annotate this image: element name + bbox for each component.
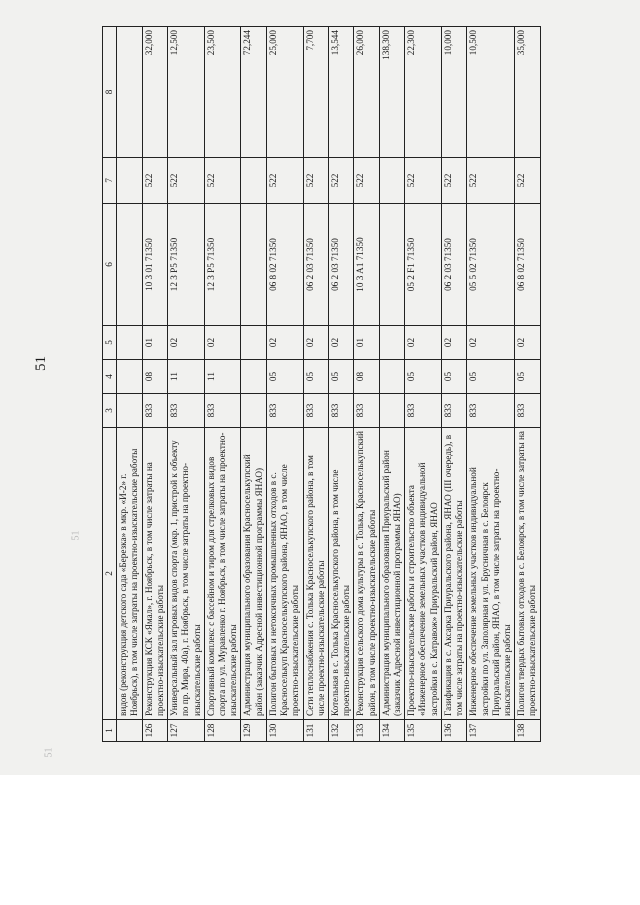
row-number: [117, 720, 142, 742]
row-cell-c4: 11: [168, 360, 205, 394]
row-cell-c7: 522: [168, 158, 205, 204]
row-description: Инженерное обеспечение земельных участков индивидуальной застройки по ул. Заполярная и ул. Брусничная в с. Белоярск Приуральский район, ЯНАО, в том числе затраты на проектно-изыскательские работы: [467, 428, 515, 720]
row-cell-c7: 522: [467, 158, 515, 204]
column-header: 3: [103, 394, 117, 428]
row-cell-c6: 06 2 03 71350: [303, 204, 328, 326]
row-cell-c7: 522: [354, 158, 379, 204]
row-cell-c6: 06 8 02 71350: [515, 204, 540, 326]
row-cell-c8: [117, 27, 142, 158]
table-row: [441, 27, 466, 742]
row-number: 136: [441, 720, 466, 742]
row-cell-c6: 06 2 03 71350: [441, 204, 466, 326]
row-cell-c3: 833: [303, 394, 328, 428]
row-cell-c4: 05: [515, 360, 540, 394]
row-cell-c6: [379, 204, 404, 326]
column-header: 5: [103, 326, 117, 360]
table-row: [379, 27, 404, 742]
row-cell-c7: 522: [515, 158, 540, 204]
row-cell-c6: 05 5 02 71350: [467, 204, 515, 326]
row-cell-c6: 12 3 P5 71350: [168, 204, 205, 326]
row-cell-c7: 522: [142, 158, 167, 204]
row-number: 129: [241, 720, 266, 742]
row-cell-c8: 10,500: [467, 27, 515, 158]
table-row: [168, 27, 205, 742]
row-number: 135: [405, 720, 442, 742]
row-cell-c4: 05: [266, 360, 303, 394]
row-cell-c3: [117, 394, 142, 428]
row-cell-c4: 05: [441, 360, 466, 394]
row-description: Спортивный комплекс с бассейном и тиром для стрелковых видов спорта по ул. Муравленко г. Ноябрьск, в том числе затраты на проектно-изыскательские работы: [204, 428, 241, 720]
row-number: 138: [515, 720, 540, 742]
row-cell-c7: [241, 158, 266, 204]
row-cell-c3: 833: [266, 394, 303, 428]
column-header: 2: [103, 428, 117, 720]
budget-table: [102, 26, 541, 742]
row-cell-c3: 833: [354, 394, 379, 428]
row-description: Администрация муниципального образования Красноселькупский район (заказчик Адресной инвестиционной программы ЯНАО): [241, 428, 266, 720]
row-cell-c4: [379, 360, 404, 394]
column-header: 7: [103, 158, 117, 204]
row-cell-c3: [379, 394, 404, 428]
row-cell-c5: 02: [168, 326, 205, 360]
row-cell-c4: 08: [354, 360, 379, 394]
table-row: [117, 27, 142, 742]
row-cell-c8: 32,000: [142, 27, 167, 158]
row-cell-c5: [241, 326, 266, 360]
row-cell-c4: [117, 360, 142, 394]
row-cell-c8: 35,000: [515, 27, 540, 158]
row-cell-c5: 02: [303, 326, 328, 360]
row-description: Полигон бытовых и нетоксичных промышленных отходов в с. Красноселькуп Красноселькупского района, ЯНАО, в том числе проектно-изыскательские работы: [266, 428, 303, 720]
row-cell-c3: 833: [405, 394, 442, 428]
row-cell-c5: [379, 326, 404, 360]
column-header: 1: [103, 720, 117, 742]
row-cell-c7: 522: [204, 158, 241, 204]
row-cell-c8: 138,300: [379, 27, 404, 158]
row-number: 131: [303, 720, 328, 742]
row-cell-c4: 11: [204, 360, 241, 394]
row-cell-c8: 26,000: [354, 27, 379, 158]
row-number: 130: [266, 720, 303, 742]
row-cell-c8: 13,544: [328, 27, 353, 158]
row-cell-c5: 02: [467, 326, 515, 360]
row-cell-c5: 01: [142, 326, 167, 360]
row-description: видов (реконструкция детского сада «Березка» в мкр. «И-2» г. Ноябрьск), в том числе затраты на проектно-изыскательские работы: [117, 428, 142, 720]
column-header: 4: [103, 360, 117, 394]
row-description: Администрация муниципального образования Приуральский район (заказчик Адресной инвестиционной программы ЯНАО): [379, 428, 404, 720]
row-cell-c7: [117, 158, 142, 204]
row-description: Проектно-изыскательские работы и строительство объекта «Инженерное обеспечение земельных участков индивидуальной застройки в с. Катравож» Приуральский район, ЯНАО: [405, 428, 442, 720]
row-cell-c4: 05: [405, 360, 442, 394]
row-description: Реконструкция сельского дома культуры в с. Толька, Красноселькупский район, в том числе проектно-изыскательские работы: [354, 428, 379, 720]
table-row: [467, 27, 515, 742]
row-cell-c6: 10 3 A1 71350: [354, 204, 379, 326]
row-number: 137: [467, 720, 515, 742]
row-cell-c3: 833: [328, 394, 353, 428]
table-body: [117, 27, 540, 742]
row-cell-c6: [241, 204, 266, 326]
page-number: 51: [33, 356, 49, 371]
row-cell-c5: 02: [204, 326, 241, 360]
rotated-table-wrapper: [102, 27, 602, 742]
table-row: [405, 27, 442, 742]
row-cell-c5: 02: [515, 326, 540, 360]
row-cell-c5: 02: [328, 326, 353, 360]
row-cell-c3: [241, 394, 266, 428]
row-number: 133: [354, 720, 379, 742]
row-cell-c6: [117, 204, 142, 326]
row-cell-c7: [379, 158, 404, 204]
row-cell-c5: [117, 326, 142, 360]
row-cell-c4: 05: [328, 360, 353, 394]
table-row: [204, 27, 241, 742]
row-description: Реконструкция КСК «Ямал», г. Ноябрьск, в том числе затраты на проектно-изыскательские работы: [142, 428, 167, 720]
row-description: Сети теплоснабжения с. Толька Красноселькупского района, в том числе проектно-изыскательские работы: [303, 428, 328, 720]
column-header: 8: [103, 27, 117, 158]
row-cell-c8: 25,000: [266, 27, 303, 158]
ghost-mark: 51: [43, 747, 55, 758]
row-cell-c5: 02: [266, 326, 303, 360]
row-cell-c8: 10,000: [441, 27, 466, 158]
row-cell-c3: 833: [168, 394, 205, 428]
row-cell-c5: 01: [354, 326, 379, 360]
row-description: Котельная в с. Толька Красноселькупского района, в том числе проектно-изыскательские работы: [328, 428, 353, 720]
table-row: [142, 27, 167, 742]
blank-margin: [0, 775, 640, 905]
row-cell-c6: 10 3 01 71350: [142, 204, 167, 326]
row-cell-c3: 833: [515, 394, 540, 428]
row-cell-c6: 06 2 03 71350: [328, 204, 353, 326]
row-cell-c6: 06 8 02 71350: [266, 204, 303, 326]
row-cell-c6: 12 3 P5 71350: [204, 204, 241, 326]
table-row: [354, 27, 379, 742]
row-cell-c8: 12,500: [168, 27, 205, 158]
row-cell-c5: 02: [405, 326, 442, 360]
row-cell-c3: 833: [204, 394, 241, 428]
row-cell-c7: 522: [266, 158, 303, 204]
row-cell-c8: 7,700: [303, 27, 328, 158]
row-cell-c7: 522: [303, 158, 328, 204]
row-cell-c4: 05: [467, 360, 515, 394]
row-cell-c3: 833: [142, 394, 167, 428]
row-cell-c3: 833: [467, 394, 515, 428]
row-cell-c8: 23,500: [204, 27, 241, 158]
table-row: [515, 27, 540, 742]
table-row: [328, 27, 353, 742]
row-cell-c7: 522: [441, 158, 466, 204]
column-header: 6: [103, 204, 117, 326]
row-cell-c5: 02: [441, 326, 466, 360]
table-row: [303, 27, 328, 742]
row-number: 134: [379, 720, 404, 742]
row-number: 126: [142, 720, 167, 742]
table-row: [241, 27, 266, 742]
ghost-mark: 51: [70, 530, 82, 541]
row-cell-c3: 833: [441, 394, 466, 428]
row-number: 132: [328, 720, 353, 742]
row-description: Полигон твердых бытовых отходов в с. Белоярск, в том числе затраты на проектно-изыскательские работы: [515, 428, 540, 720]
row-cell-c8: 72,244: [241, 27, 266, 158]
row-cell-c7: 522: [405, 158, 442, 204]
row-cell-c4: 08: [142, 360, 167, 394]
row-cell-c4: [241, 360, 266, 394]
row-cell-c7: 522: [328, 158, 353, 204]
row-description: Газификация в с. Аксарка Приуральского района, ЯНАО (III очередь), в том числе затраты на проектно-изыскательские работы: [441, 428, 466, 720]
header-row: [103, 27, 117, 742]
row-cell-c6: 05 2 F1 71350: [405, 204, 442, 326]
row-cell-c8: 22,300: [405, 27, 442, 158]
row-cell-c4: 05: [303, 360, 328, 394]
row-number: 128: [204, 720, 241, 742]
table-row: [266, 27, 303, 742]
row-description: Универсальный зал игровых видов спорта (мкр. 1, пристрой к объекту по пр. Мира, 40а), г. Ноябрьск, в том числе затраты на проектно-изыскательские работы: [168, 428, 205, 720]
row-number: 127: [168, 720, 205, 742]
